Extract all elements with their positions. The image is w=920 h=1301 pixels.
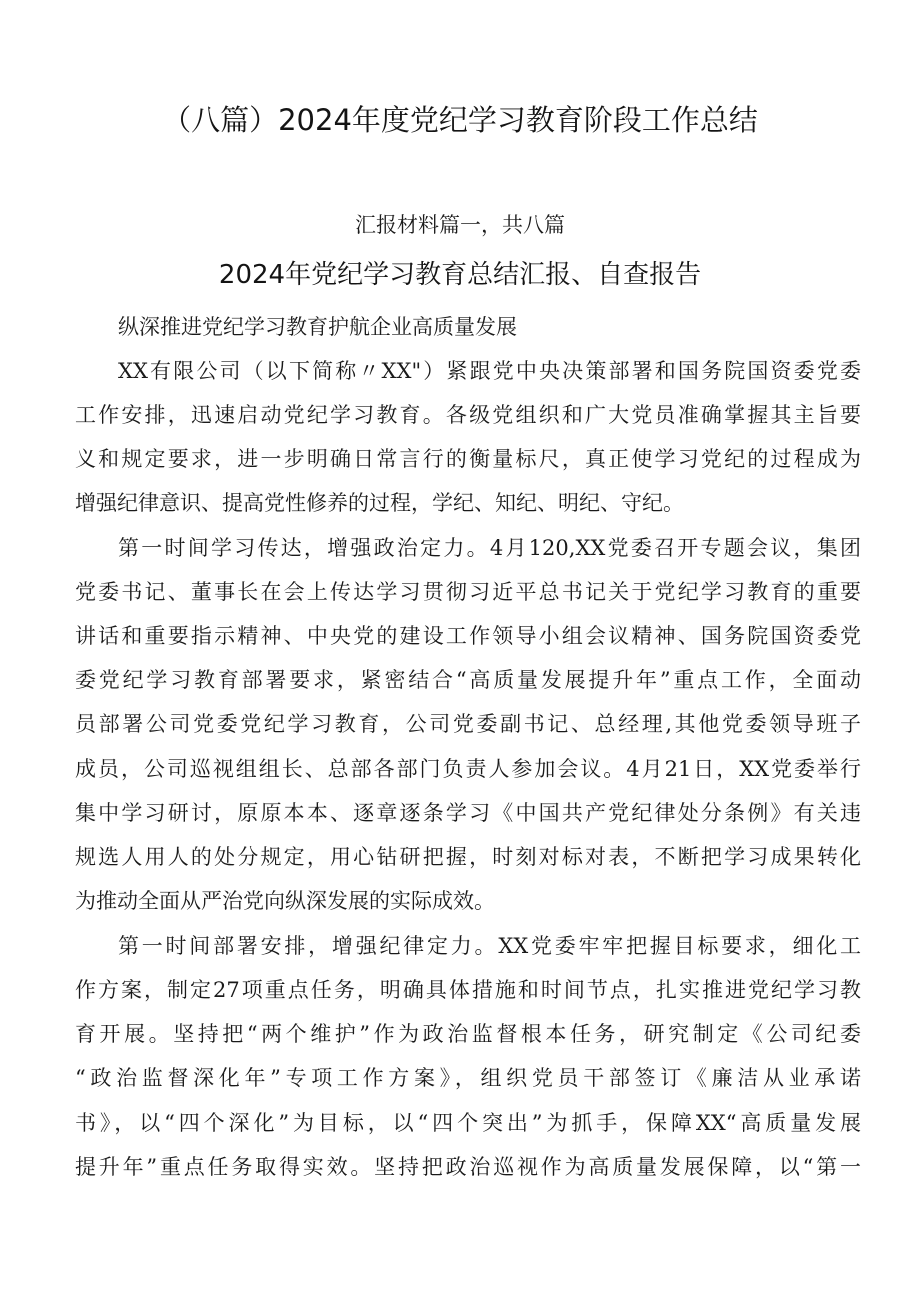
paragraph-line: 集中学习研讨，原原本本、逐章逐条学习《中国共产党纪律处分条例》有关违 — [75, 801, 861, 825]
paragraph-line: 作方案，制定27项重点任务，明确具体措施和时间节点，扎实推进党纪学习教 — [75, 978, 861, 1002]
paragraph-line: 书》，以“四个深化”为目标，以“四个突出”为抓手，保障XX“高质量发展 — [75, 1111, 861, 1135]
paragraph-line: 第一时间学习传达，增强政治定力。4月120,XX党委召开专题会议，集团 — [118, 536, 861, 560]
paragraph-line: 育开展。坚持把“两个维护”作为政治监督根本任务，研究制定《公司纪委 — [75, 1022, 861, 1046]
paragraph-line: 义和规定要求，进一步明确日常言行的衡量标尺，真正使学习党纪的过程成为 — [75, 447, 861, 471]
paragraph-line: 党委书记、董事长在会上传达学习贯彻习近平总书记关于党纪学习教育的重要 — [75, 580, 861, 604]
paragraph-line: XX有限公司（以下简称〃XX"）紧跟党中央决策部署和国务院国资委党委 — [118, 359, 861, 383]
paragraph-line: 第一时间部署安排，增强纪律定力。XX党委牢牢把握目标要求，细化工 — [118, 934, 861, 958]
paragraph-line: “政治监督深化年”专项工作方案》，组织党员干部签订《廉洁从业承诺 — [75, 1066, 861, 1090]
paragraph-line: 工作安排，迅速启动党纪学习教育。各级党组织和广大党员准确掌握其主旨要 — [75, 403, 861, 427]
paragraph-line: 为推动全面从严治党向纵深发展的实际成效。 — [75, 889, 495, 913]
paragraph-line: 委党纪学习教育部署要求，紧密结合“高质量发展提升年”重点工作，全面动 — [75, 668, 861, 692]
lede-line: 纵深推进党纪学习教育护航企业高质量发展 — [118, 315, 517, 339]
document-subtitle: 汇报材料篇一，共八篇 — [355, 213, 565, 237]
paragraph-line: 成员，公司巡视组组长、总部各部门负责人参加会议。4月21日，XX党委举行 — [75, 757, 861, 781]
document-title: （八篇）2024年度党纪学习教育阶段工作总结 — [162, 103, 758, 137]
paragraph-line: 增强纪律意识、提高党性修养的过程，学纪、知纪、明纪、守纪。 — [75, 491, 684, 515]
section-title: 2024年党纪学习教育总结汇报、自查报告 — [218, 260, 702, 290]
paragraph-line: 规选人用人的处分规定，用心钻研把握，时刻对标对表，不断把学习成果转化 — [75, 845, 861, 869]
paragraph-line: 讲话和重要指示精神、中央党的建设工作领导小组会议精神、国务院国资委党 — [75, 624, 861, 648]
paragraph-line: 员部署公司党委党纪学习教育，公司党委副书记、总经理,其他党委领导班子 — [75, 712, 861, 736]
paragraph-line: 提升年”重点任务取得实效。坚持把政治巡视作为高质量发展保障，以“第一 — [75, 1155, 861, 1179]
